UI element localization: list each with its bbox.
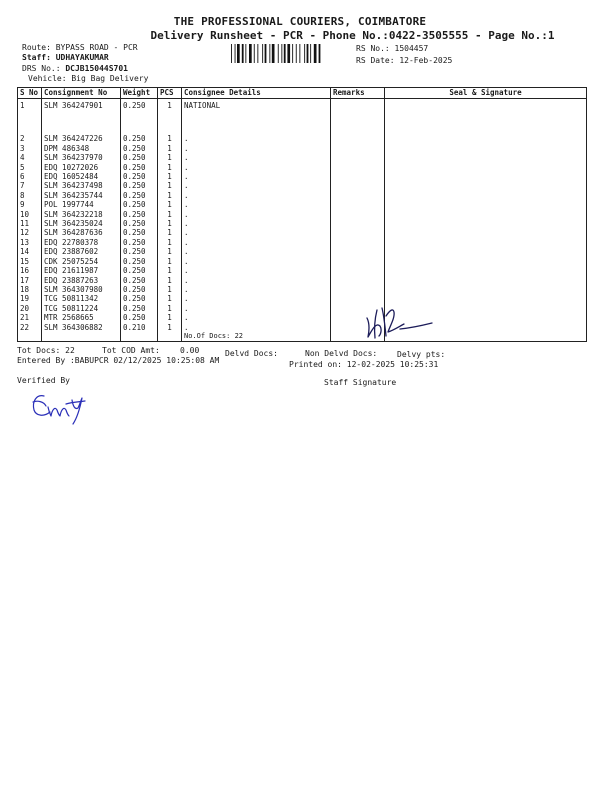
- barcode-bar: [299, 44, 300, 63]
- cell-remarks: [331, 163, 385, 172]
- cell-consignee: .: [182, 304, 331, 313]
- cell-remarks: [331, 134, 385, 143]
- barcode-bar: [287, 44, 290, 63]
- barcode-bar: [272, 44, 275, 63]
- table-row: [18, 172, 587, 181]
- cell-pcs: 1: [158, 144, 182, 153]
- barcode-bar: [284, 44, 286, 63]
- cell-remarks: [331, 238, 385, 247]
- cell-consignee: .: [182, 144, 331, 153]
- non-delvd-docs: Non Delvd Docs:: [305, 349, 378, 358]
- cell-sno: 9: [18, 200, 42, 209]
- drs-line: [22, 64, 128, 73]
- cell-remarks: [331, 219, 385, 228]
- cell-pcs: 1: [158, 200, 182, 209]
- table-row: [18, 247, 587, 256]
- rs-date: RS Date: 12-Feb-2025: [356, 56, 453, 65]
- staff-value: UDHAYAKUMAR: [55, 53, 109, 62]
- cell-remarks: [331, 200, 385, 209]
- runsheet-table: [17, 87, 587, 342]
- cell-pcs: 1: [158, 210, 182, 219]
- cell-weight: 0.250: [121, 294, 158, 303]
- cell-remarks: [331, 266, 385, 275]
- cell-seal: [385, 228, 587, 237]
- cell-pcs: 1: [158, 247, 182, 256]
- barcode-bar: [249, 44, 252, 63]
- barcode-bar: [254, 44, 255, 63]
- cell-weight: 0.250: [121, 99, 158, 111]
- verified-signature: [28, 390, 88, 428]
- cell-sno: 17: [18, 276, 42, 285]
- cell-seal: [385, 238, 587, 247]
- cell-sno: 5: [18, 163, 42, 172]
- barcode-bar: [237, 44, 240, 63]
- cell-consignee: .: [182, 153, 331, 162]
- barcode-bar: [278, 44, 279, 63]
- table-row: [18, 144, 587, 153]
- cell-consignment-no: EDQ 21611987: [42, 266, 121, 275]
- cell-pcs: 1: [158, 285, 182, 294]
- drs-label: DRS No.:: [22, 64, 61, 73]
- cell-weight: 0.250: [121, 200, 158, 209]
- table-row: [18, 191, 587, 200]
- staff-label: Staff:: [22, 53, 51, 62]
- barcode-bar: [265, 44, 267, 63]
- cell-consignment-no: MTR 2568665: [42, 313, 121, 322]
- cell-remarks: [331, 276, 385, 285]
- cell-weight: 0.250: [121, 304, 158, 313]
- vehicle-value: Big Bag Delivery: [71, 74, 149, 83]
- table-header-row: [18, 88, 587, 99]
- cell-seal: [385, 144, 587, 153]
- cell-seal: [385, 163, 587, 172]
- no-of-docs: No.Of Docs: 22: [182, 332, 331, 342]
- cell-seal: [385, 266, 587, 275]
- route-line: [22, 43, 138, 52]
- cell-consignment-no: CDK 25075254: [42, 257, 121, 266]
- cell-pcs: 1: [158, 228, 182, 237]
- cell-consignment-no: SLM 364247226: [42, 134, 121, 143]
- cell-pcs: 1: [158, 257, 182, 266]
- table-row: [18, 219, 587, 228]
- cell-sno: 8: [18, 191, 42, 200]
- cell-pcs: 1: [158, 191, 182, 200]
- cell-consignee: .: [182, 172, 331, 181]
- cell-remarks: [331, 257, 385, 266]
- cell-weight: 0.250: [121, 191, 158, 200]
- cell-pcs: 1: [158, 219, 182, 228]
- cell-sno: 18: [18, 285, 42, 294]
- cell-consignment-no: EDQ 23887602: [42, 247, 121, 256]
- cell-consignment-no: SLM 364307980: [42, 285, 121, 294]
- table-row: [18, 99, 587, 111]
- table-row: [18, 266, 587, 275]
- cell-weight: 0.250: [121, 276, 158, 285]
- rs-no: RS No.: 1504457: [356, 44, 429, 53]
- cell-consignment-no: SLM 364237970: [42, 153, 121, 162]
- table-row: [18, 163, 587, 172]
- tot-cod-amount: 0.00: [180, 346, 200, 355]
- table-row: [18, 228, 587, 237]
- cell-pcs: 1: [158, 163, 182, 172]
- barcode-bar: [262, 44, 263, 63]
- cell-seal: [385, 134, 587, 143]
- cell-sno: 10: [18, 210, 42, 219]
- cell-sno: 12: [18, 228, 42, 237]
- cell-consignee: .: [182, 285, 331, 294]
- table-row: [18, 323, 587, 332]
- barcode-bar: [310, 44, 311, 63]
- cell-sno: 19: [18, 294, 42, 303]
- runsheet-title: Delivery Runsheet - PCR - Phone No.:0422-3505555 - Page No.:1: [150, 29, 555, 42]
- cell-consignment-no: EDQ 22780378: [42, 238, 121, 247]
- col-remarks: Remarks: [331, 88, 385, 99]
- cell-seal: [385, 181, 587, 190]
- cell-consignee: .: [182, 134, 331, 143]
- barcode-bar: [296, 44, 297, 63]
- cell-consignment-no: SLM 364287636: [42, 228, 121, 237]
- cell-pcs: 1: [158, 276, 182, 285]
- table-row: [18, 313, 587, 322]
- cell-consignment-no: SLM 364235024: [42, 219, 121, 228]
- cell-weight: 0.250: [121, 228, 158, 237]
- cell-seal: [385, 172, 587, 181]
- cell-seal: [385, 285, 587, 294]
- table-row: [18, 294, 587, 303]
- cell-sno: 6: [18, 172, 42, 181]
- cell-weight: 0.250: [121, 144, 158, 153]
- company-title: THE PROFESSIONAL COURIERS, COIMBATORE: [173, 15, 427, 28]
- cell-consignment-no: SLM 364237498: [42, 181, 121, 190]
- table-row: [18, 210, 587, 219]
- barcode-bar: [304, 44, 305, 63]
- cell-consignment-no: SLM 364232218: [42, 210, 121, 219]
- cell-pcs: 1: [158, 294, 182, 303]
- table-row: [18, 276, 587, 285]
- table-empty-cell: [42, 332, 121, 342]
- cell-remarks: [331, 172, 385, 181]
- cell-consignee: .: [182, 210, 331, 219]
- barcode-bar: [245, 44, 246, 63]
- cell-seal: [385, 210, 587, 219]
- cell-remarks: [331, 99, 385, 111]
- cell-pcs: 1: [158, 181, 182, 190]
- delivery-signature: [360, 296, 440, 340]
- cell-consignment-no: EDQ 23887263: [42, 276, 121, 285]
- cell-sno: 4: [18, 153, 42, 162]
- cell-consignment-no: SLM 364235744: [42, 191, 121, 200]
- cell-sno: 13: [18, 238, 42, 247]
- cell-sno: 15: [18, 257, 42, 266]
- col-seal-signature: Seal & Signature: [385, 88, 587, 99]
- table-row: [18, 304, 587, 313]
- col-consignee-details: Consignee Details: [182, 88, 331, 99]
- staff-signature-label: Staff Signature: [324, 378, 397, 387]
- cell-remarks: [331, 228, 385, 237]
- cell-weight: 0.250: [121, 238, 158, 247]
- cell-consignee: NATIONAL: [182, 99, 331, 111]
- cell-consignment-no: EDQ 16052484: [42, 172, 121, 181]
- col-consignment-no: Consignment No: [42, 88, 121, 99]
- cell-consignee: .: [182, 181, 331, 190]
- cell-seal: [385, 219, 587, 228]
- printed-on: Printed on: 12-02-2025 10:25:31: [289, 360, 439, 369]
- cell-consignee: .: [182, 313, 331, 322]
- cell-remarks: [331, 153, 385, 162]
- cell-seal: [385, 200, 587, 209]
- delvd-docs: Delvd Docs:: [225, 349, 278, 358]
- cell-remarks: [331, 210, 385, 219]
- cell-seal: [385, 257, 587, 266]
- cell-pcs: 1: [158, 238, 182, 247]
- cell-weight: 0.250: [121, 257, 158, 266]
- cell-weight: 0.250: [121, 172, 158, 181]
- table-spacer-row: [18, 110, 587, 134]
- cell-consignment-no: TCG 50811342: [42, 294, 121, 303]
- col-weight: Weight: [121, 88, 158, 99]
- table-row: [18, 200, 587, 209]
- tot-docs: Tot Docs: 22: [17, 346, 75, 355]
- vehicle-line: [28, 74, 148, 83]
- cell-sno: 2: [18, 134, 42, 143]
- table-row: [18, 285, 587, 294]
- col-pcs: PCS: [158, 88, 182, 99]
- cell-weight: 0.250: [121, 219, 158, 228]
- table-row: [18, 238, 587, 247]
- barcode-bar: [314, 44, 317, 63]
- cell-consignee: .: [182, 191, 331, 200]
- table-empty-cell: [18, 332, 42, 342]
- cell-consignment-no: SLM 364247901: [42, 99, 121, 111]
- barcode-bar: [281, 44, 282, 63]
- cell-weight: 0.250: [121, 247, 158, 256]
- barcode-bar: [257, 44, 258, 63]
- cell-seal: [385, 99, 587, 111]
- cell-weight: 0.250: [121, 153, 158, 162]
- cell-sno: 1: [18, 99, 42, 111]
- cell-consignee: .: [182, 219, 331, 228]
- cell-remarks: [331, 181, 385, 190]
- cell-seal: [385, 153, 587, 162]
- cell-consignee: .: [182, 294, 331, 303]
- cell-pcs: 1: [158, 153, 182, 162]
- barcode-bar: [235, 44, 236, 63]
- cell-consignment-no: POL 1997744: [42, 200, 121, 209]
- cell-sno: 3: [18, 144, 42, 153]
- cell-consignment-no: DPM 486348: [42, 144, 121, 153]
- cell-weight: 0.250: [121, 134, 158, 143]
- barcode-bar: [242, 44, 244, 63]
- cell-sno: 22: [18, 323, 42, 332]
- cell-consignee: .: [182, 266, 331, 275]
- cell-sno: 14: [18, 247, 42, 256]
- cell-weight: 0.250: [121, 163, 158, 172]
- table-row: [18, 134, 587, 143]
- barcode-bar: [231, 44, 232, 63]
- cell-sno: 20: [18, 304, 42, 313]
- cell-sno: 21: [18, 313, 42, 322]
- cell-remarks: [331, 247, 385, 256]
- barcode-bar: [269, 44, 270, 63]
- cell-weight: 0.250: [121, 181, 158, 190]
- cell-sno: 7: [18, 181, 42, 190]
- cell-pcs: 1: [158, 266, 182, 275]
- barcode-bar: [307, 44, 309, 63]
- barcode: [230, 44, 348, 63]
- cell-consignee: .: [182, 323, 331, 332]
- cell-pcs: 1: [158, 323, 182, 332]
- cell-seal: [385, 247, 587, 256]
- cell-pcs: 1: [158, 172, 182, 181]
- table-empty-cell: [121, 332, 158, 342]
- table-row: [18, 153, 587, 162]
- cell-consignee: .: [182, 238, 331, 247]
- drs-value: DCJB15044S701: [65, 64, 128, 73]
- cell-consignee: .: [182, 276, 331, 285]
- table-row: [18, 181, 587, 190]
- table-empty-cell: [158, 332, 182, 342]
- cell-remarks: [331, 144, 385, 153]
- cell-consignment-no: EDQ 10272026: [42, 163, 121, 172]
- entered-by: Entered By :BABUPCR 02/12/2025 10:25:08 AM: [17, 356, 220, 365]
- cell-consignee: .: [182, 200, 331, 209]
- staff-line: [22, 53, 109, 62]
- cell-sno: 16: [18, 266, 42, 275]
- cell-pcs: 1: [158, 313, 182, 322]
- table-total-row: [18, 332, 587, 342]
- cell-pcs: 1: [158, 99, 182, 111]
- col-sno: S No: [18, 88, 42, 99]
- cell-consignment-no: TCG 50811224: [42, 304, 121, 313]
- cell-consignment-no: SLM 364306882: [42, 323, 121, 332]
- cell-remarks: [331, 285, 385, 294]
- cell-pcs: 1: [158, 304, 182, 313]
- cell-pcs: 1: [158, 134, 182, 143]
- cell-weight: 0.250: [121, 210, 158, 219]
- table-row: [18, 257, 587, 266]
- vehicle-label: Vehicle:: [28, 74, 67, 83]
- route-value: BYPASS ROAD - PCR: [55, 43, 138, 52]
- cell-sno: 11: [18, 219, 42, 228]
- tot-cod-label: Tot COD Amt:: [102, 346, 160, 355]
- cell-weight: 0.250: [121, 313, 158, 322]
- verified-by: Verified By: [17, 376, 70, 385]
- cell-consignee: .: [182, 163, 331, 172]
- cell-seal: [385, 276, 587, 285]
- cell-seal: [385, 191, 587, 200]
- cell-weight: 0.250: [121, 285, 158, 294]
- cell-consignee: .: [182, 247, 331, 256]
- cell-consignee: .: [182, 257, 331, 266]
- cell-weight: 0.210: [121, 323, 158, 332]
- barcode-bar: [319, 44, 321, 63]
- cell-weight: 0.250: [121, 266, 158, 275]
- barcode-bar: [292, 44, 293, 63]
- delvy-pts: Delvy pts:: [397, 350, 446, 359]
- route-label: Route:: [22, 43, 51, 52]
- cell-consignee: .: [182, 228, 331, 237]
- cell-remarks: [331, 191, 385, 200]
